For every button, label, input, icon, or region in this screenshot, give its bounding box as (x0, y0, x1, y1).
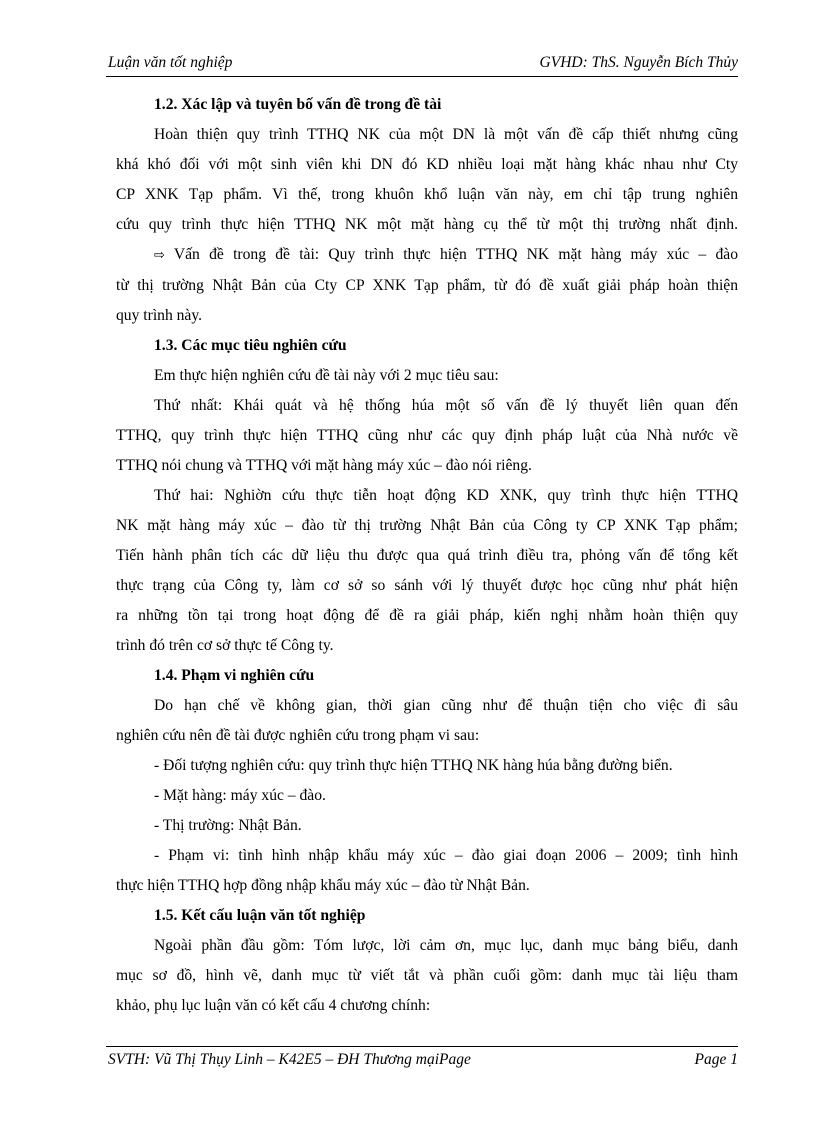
text-line: ra những tồn tại trong hoạt động để đề ra giải pháp, kiến nghị nhằm hoàn thiện quy (116, 607, 738, 624)
text-line: Ngoài phần đầu gồm: Tóm lược, lời cảm ơn, mục lục, danh mục bảng biểu, danh (154, 937, 738, 954)
text-line: từ thị trường Nhật Bản của Cty CP XNK Tạp phẩm, từ đó đề xuất giải pháp hoàn thiện (116, 277, 738, 294)
text-line: cứu quy trình thực hiện TTHQ NK một mặt hàng cụ thể từ một thị trường nhất định. (116, 216, 738, 233)
list-item: - Thị trường: Nhật Bản. (154, 817, 302, 834)
heading-1-5: 1.5. Kết cấu luận văn tốt nghiệp (154, 907, 366, 924)
text-line: Hoàn thiện quy trình TTHQ NK của một DN là một vấn đề cấp thiết nhưng cũng (154, 126, 738, 143)
text-line: thực hiện TTHQ hợp đồng nhập khẩu máy xúc – đào từ Nhật Bản. (116, 877, 530, 894)
text-line: Thứ nhất: Khái quát và hệ thống húa một số vấn đề lý thuyết liên quan đến (154, 397, 738, 414)
footer-student: SVTH: Vũ Thị Thụy Linh – K42E5 – ĐH Thương mạiPage (108, 1051, 471, 1068)
page-footer (106, 1046, 738, 1068)
heading-1-3: 1.3. Các mục tiêu nghiên cứu (154, 337, 347, 354)
text-line: trình đó trên cơ sở thực tế Công ty. (116, 637, 334, 654)
problem-statement-line (116, 240, 738, 271)
text-line: TTHQ nói chung và TTHQ với mặt hàng máy xúc – đào nói riêng. (116, 457, 532, 474)
text-line: thực trạng của Công ty, làm cơ sở so sánh với lý thuyết được học cũng như phát hiện (116, 577, 738, 594)
text-line: CP XNK Tạp phẩm. Vì thế, trong khuôn khổ luận văn này, em chỉ tập trung nghiên (116, 186, 738, 203)
list-item: - Đối tượng nghiên cứu: quy trình thực hiện TTHQ NK hàng húa bằng đường biển. (154, 757, 673, 774)
text-line: Thứ hai: Nghiờn cứu thực tiễn hoạt động KD XNK, quy trình thực hiện TTHQ (154, 487, 738, 504)
page-header (106, 50, 738, 77)
text-line: khảo, phụ lục luận văn có kết cấu 4 chương chính: (116, 997, 431, 1014)
text-line: Do hạn chế về không gian, thời gian cũng như để thuận tiện cho việc đi sâu (154, 697, 738, 714)
header-advisor: GVHD: ThS. Nguyễn Bích Thủy (539, 54, 738, 71)
text-line: khá khó đối với một sinh viên khi DN đó KD nhiều loại mặt hàng khác nhau như Cty (116, 156, 738, 173)
page-body (116, 90, 738, 1021)
list-item: - Phạm vi: tình hình nhập khẩu máy xúc – đào giai đoạn 2006 – 2009; tình hình (154, 847, 738, 864)
header-thesis-label: Luận văn tốt nghiệp (108, 54, 233, 71)
text-line: TTHQ, quy trình thực hiện TTHQ cũng như các quy định pháp luật của Nhà nước về (116, 427, 738, 444)
heading-1-4: 1.4. Phạm vi nghiên cứu (154, 667, 315, 684)
arrow-right-icon: ⇨ (154, 248, 165, 263)
text-span: Vấn đề trong đề tài: Quy trình thực hiện TTHQ NK mặt hàng máy xúc – đào (164, 246, 738, 263)
text-line: nghiên cứu nên đề tài được nghiên cứu trong phạm vi sau: (116, 727, 480, 744)
text-line: Tiến hành phân tích các dữ liệu thu được qua quá trình điều tra, phỏng vấn để tổng kết (116, 547, 738, 564)
text-line: mục sơ đồ, hình vẽ, danh mục từ viết tắt và phần cuối gồm: danh mục tài liệu tham (116, 967, 738, 984)
heading-1-2: 1.2. Xác lập và tuyên bố vấn đề trong đề tài (154, 96, 442, 113)
text-line: quy trình này. (116, 307, 203, 324)
list-item: - Mặt hàng: máy xúc – đào. (154, 787, 326, 804)
page-number: Page 1 (694, 1051, 738, 1068)
text-line: NK mặt hàng máy xúc – đào từ thị trường Nhật Bản của Công ty CP XNK Tạp phẩm; (116, 517, 738, 534)
text-line: Em thực hiện nghiên cứu đề tài này với 2 mục tiêu sau: (154, 367, 499, 384)
